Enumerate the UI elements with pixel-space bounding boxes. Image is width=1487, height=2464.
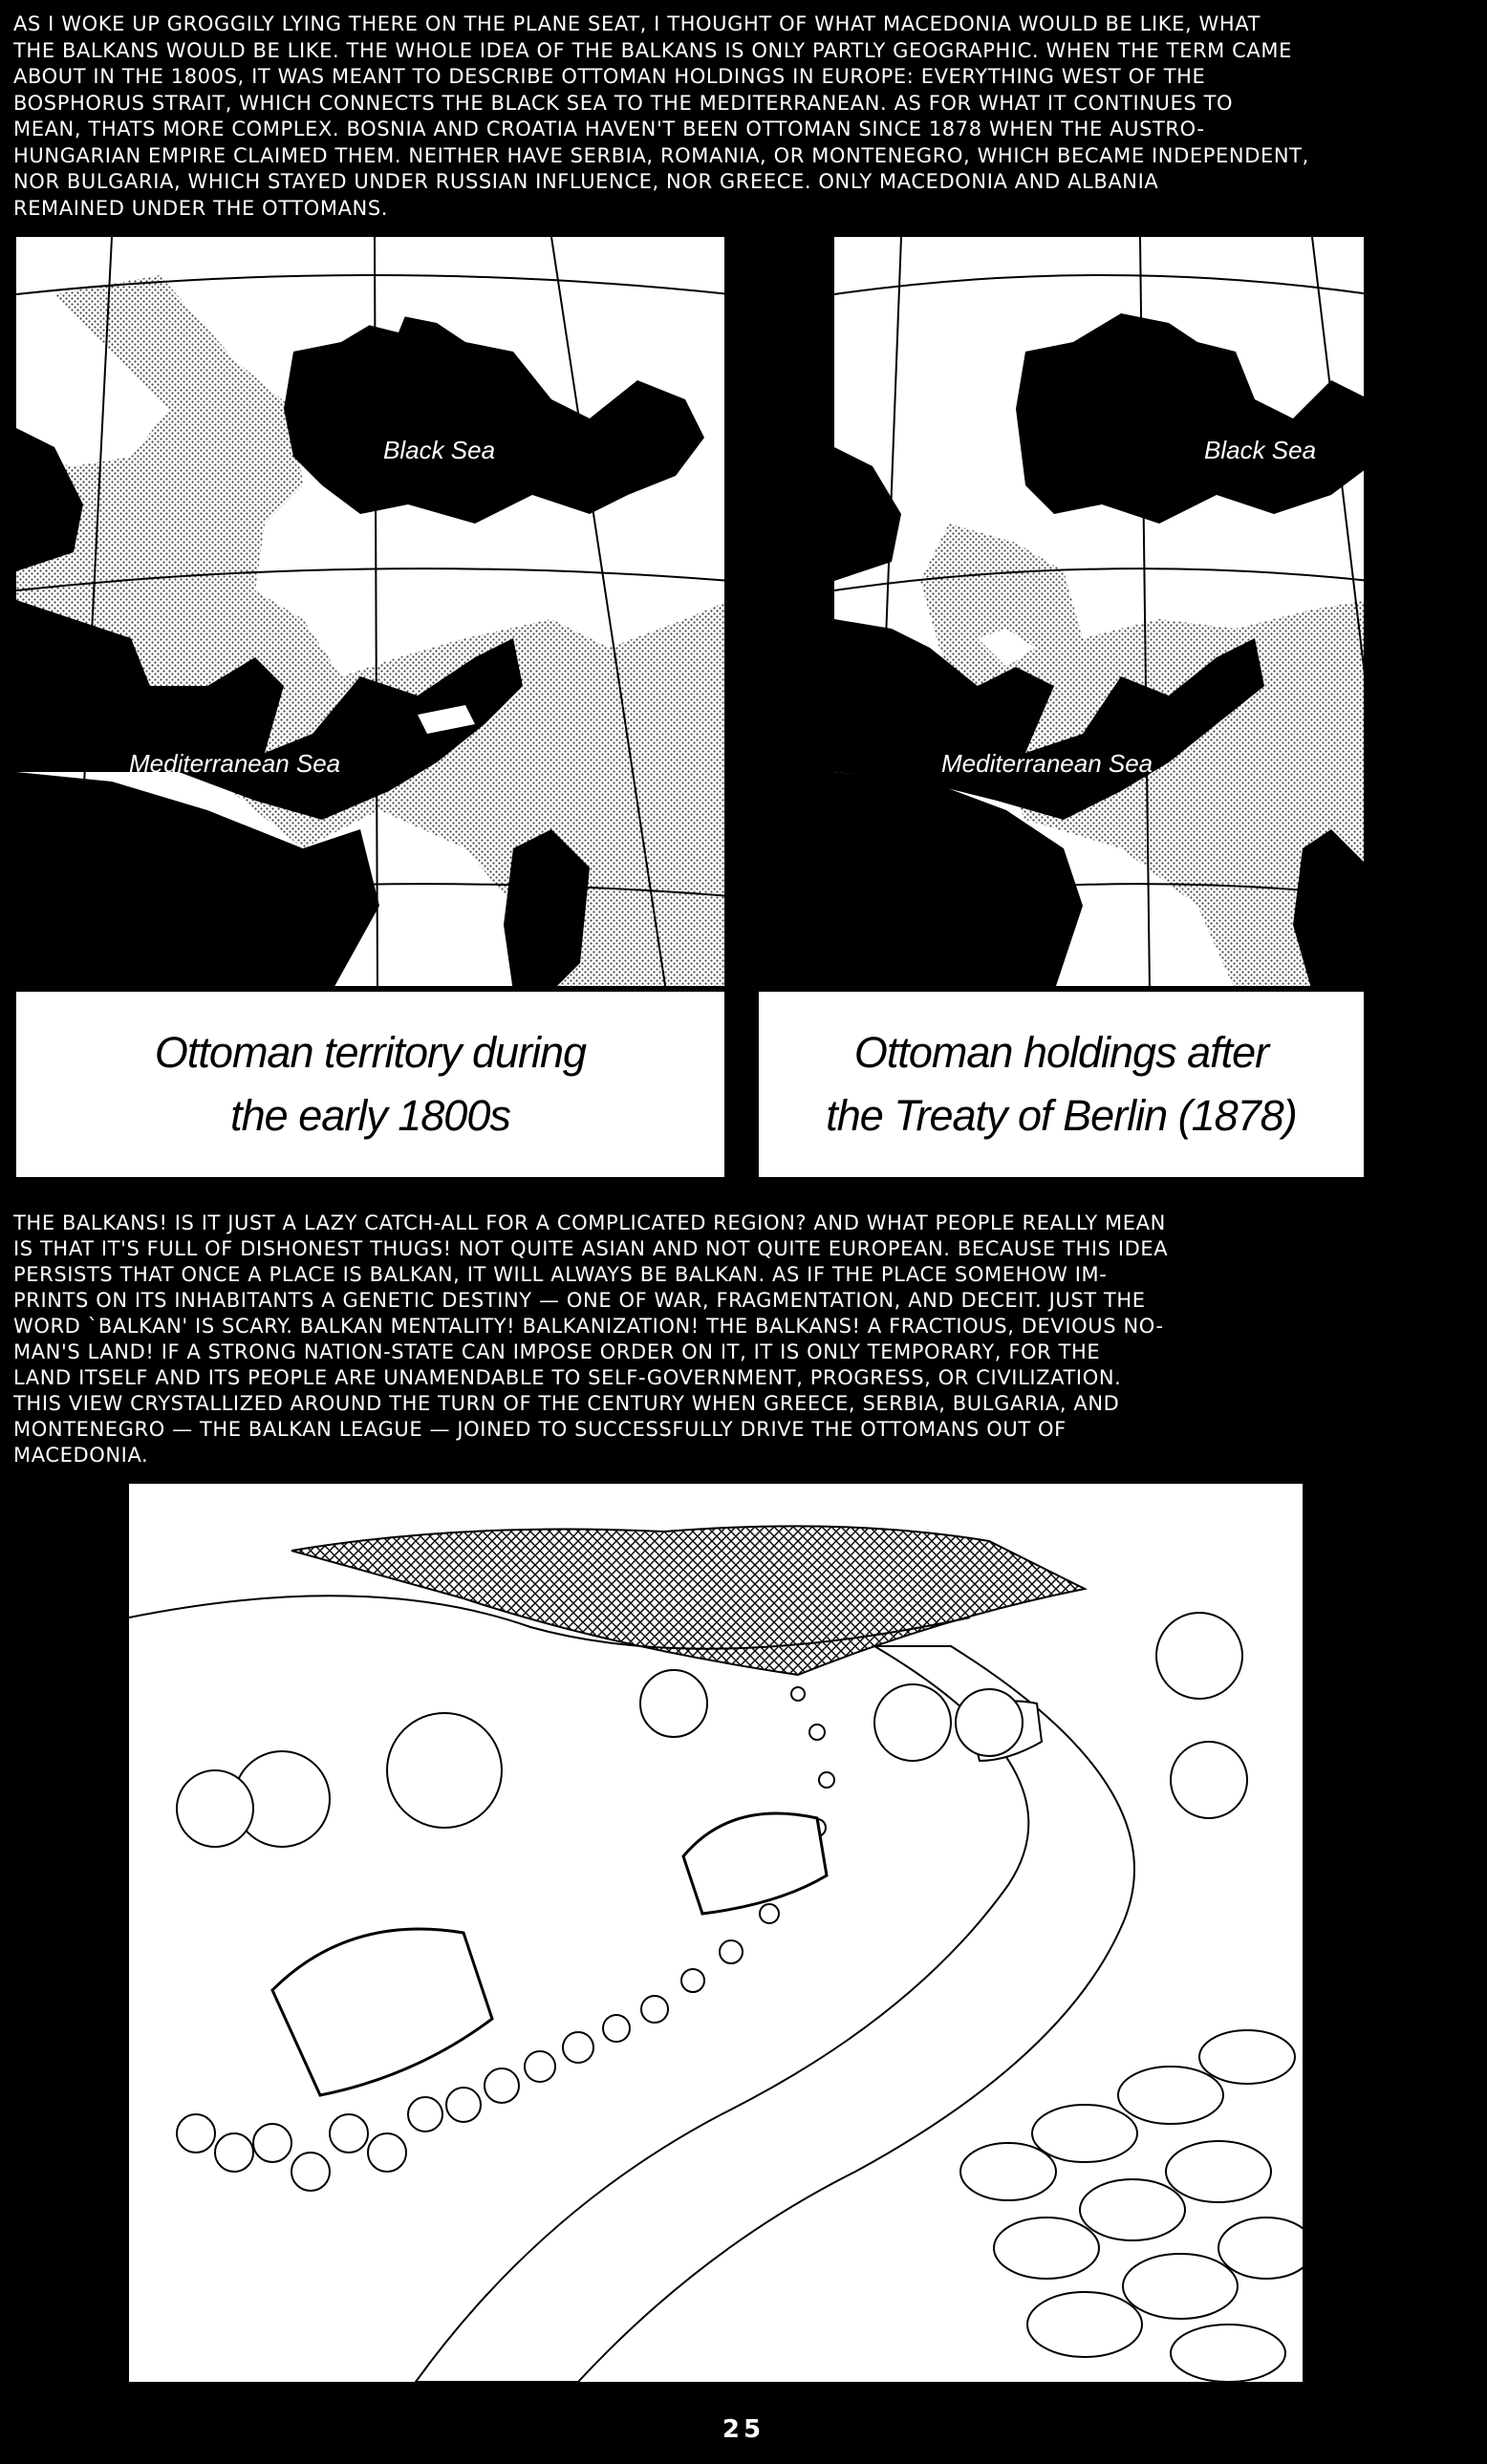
black-sea-label: Black Sea	[383, 436, 496, 464]
black-sea-label: Black Sea	[1204, 436, 1317, 464]
caption-early-1800s	[13, 989, 727, 1180]
illustration-graphic	[129, 1484, 1303, 2382]
map-panel-treaty-of-berlin	[831, 234, 1367, 989]
narration-line: LAND ITSELF AND ITS PEOPLE ARE UNAMENDABLE TO SELF-GOVERNMENT, PROGRESS, OR CIVILIZATION.	[13, 1366, 1122, 1389]
map-treaty-of-berlin-graphic	[834, 237, 1367, 989]
narration-top	[13, 11, 1474, 222]
narration-line: NOR BULGARIA, WHICH STAYED UNDER RUSSIAN INFLUENCE, NOR GREECE. ONLY MACEDONIA AND ALBANIA	[13, 170, 1159, 193]
caption-line: the early 1800s	[230, 1091, 510, 1140]
narration-line: PRINTS ON ITS INHABITANTS A GENETIC DESTINY — ONE OF WAR, FRAGMENTATION, AND DECEIT. JUST THE	[13, 1289, 1146, 1312]
narration-line: MAN'S LAND! IF A STRONG NATION-STATE CAN IMPOSE ORDER ON IT, IT IS ONLY TEMPORARY, FOR THE	[13, 1340, 1101, 1363]
illustration-troops-march	[129, 1484, 1303, 2382]
map-panel-early-1800s	[13, 234, 727, 989]
narration-line: THIS VIEW CRYSTALLIZED AROUND THE TURN OF THE CENTURY WHEN GREECE, SERBIA, BULGARIA, AND	[13, 1392, 1120, 1415]
narration-line: IS THAT IT'S FULL OF DISHONEST THUGS! NOT QUITE ASIAN AND NOT QUITE EUROPEAN. BECAUSE THIS IDEA	[13, 1237, 1169, 1260]
mediterranean-sea-label: Mediterranean Sea	[941, 749, 1153, 778]
narration-line: ABOUT IN THE 1800S, IT WAS MEANT TO DESCRIBE OTTOMAN HOLDINGS IN EUROPE: EVERYTHING WEST OF THE	[13, 65, 1206, 88]
narration-line: THE BALKANS! IS IT JUST A LAZY CATCH-ALL FOR A COMPLICATED REGION? AND WHAT PEOPLE REALLY MEAN	[13, 1211, 1166, 1234]
narration-line: PERSISTS THAT ONCE A PLACE IS BALKAN, IT WILL ALWAYS BE BALKAN. AS IF THE PLACE SOMEHOW IM-	[13, 1263, 1108, 1286]
caption-line: the Treaty of Berlin (1878)	[826, 1091, 1297, 1140]
narration-line: REMAINED UNDER THE OTTOMANS.	[13, 196, 389, 220]
page-number: 25	[722, 2415, 765, 2444]
narration-line: THE BALKANS WOULD BE LIKE. THE WHOLE IDEA OF THE BALKANS IS ONLY PARTLY GEOGRAPHIC. WHEN THE TERM CAME	[13, 38, 1292, 62]
map-early-1800s-graphic	[16, 237, 727, 989]
mediterranean-sea-label: Mediterranean Sea	[129, 749, 341, 778]
narration-line: HUNGARIAN EMPIRE CLAIMED THEM. NEITHER HAVE SERBIA, ROMANIA, OR MONTENEGRO, WHICH BECAME INDEPENDENT,	[13, 143, 1309, 167]
narration-line: MACEDONIA.	[13, 1444, 149, 1467]
caption-line: Ottoman holdings after	[853, 1028, 1269, 1077]
narration-bottom	[13, 1211, 1474, 1468]
caption-line: Ottoman territory during	[154, 1028, 587, 1077]
caption-treaty-of-berlin	[756, 989, 1367, 1180]
narration-line: MEAN, THATS MORE COMPLEX. BOSNIA AND CROATIA HAVEN'T BEEN OTTOMAN SINCE 1878 WHEN THE AUSTRO-	[13, 118, 1205, 140]
narration-line: AS I WOKE UP GROGGILY LYING THERE ON THE PLANE SEAT, I THOUGHT OF WHAT MACEDONIA WOULD BE LIKE, WHAT	[13, 12, 1261, 35]
narration-line: MONTENEGRO — THE BALKAN LEAGUE — JOINED TO SUCCESSFULLY DRIVE THE OTTOMANS OUT OF	[13, 1418, 1067, 1441]
narration-line: BOSPHORUS STRAIT, WHICH CONNECTS THE BLACK SEA TO THE MEDITERRANEAN. AS FOR WHAT IT CONTINUES TO	[13, 91, 1234, 115]
narration-line: WORD `BALKAN' IS SCARY. BALKAN MENTALITY! BALKANIZATION! THE BALKANS! A FRACTIOUS, DEVIOUS NO-	[13, 1315, 1164, 1338]
